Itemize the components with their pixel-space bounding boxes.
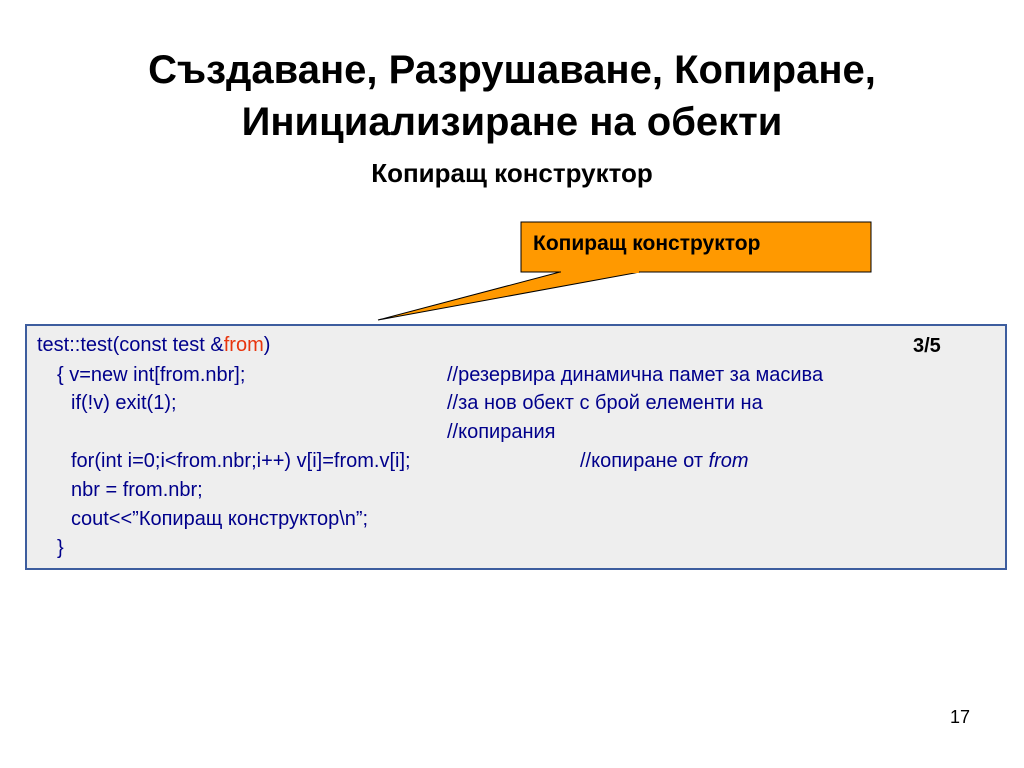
slide-subtitle: Копиращ конструктор	[371, 158, 653, 188]
code-comment-4	[580, 448, 749, 474]
code-signature-line	[37, 332, 270, 358]
code-line-4: for(int i=0;i<from.nbr;i++) v[i]=from.v[i];	[71, 450, 411, 472]
page-number: 17	[949, 707, 970, 727]
code-signature-param: from	[223, 334, 264, 356]
code-comment-1: //резервира динамична памет за масива	[447, 364, 824, 386]
code-comment-3: //копирания	[447, 421, 556, 443]
code-signature-suffix: )	[263, 334, 271, 356]
code-line-6: cout<<”Копиращ конструктор\n”;	[71, 508, 369, 530]
code-comment-4-italic: from	[708, 450, 749, 472]
code-line-7: }	[57, 537, 64, 559]
code-comment-2: //за нов обект с брой елементи на	[447, 392, 763, 414]
code-line-5: nbr = from.nbr;	[71, 479, 203, 501]
code-line-1: { v=new int[from.nbr];	[57, 364, 246, 386]
code-comment-4-text: //копиране от	[580, 450, 709, 472]
code-line-2: if(!v) exit(1);	[71, 392, 177, 414]
part-counter: 3/5	[913, 335, 941, 357]
slide-title-line-2: Инициализиране на обекти	[241, 100, 783, 144]
callout-pointer	[378, 272, 640, 320]
code-block	[25, 324, 1007, 570]
code-signature-prefix: test::test(const test &	[37, 334, 224, 356]
callout-label: Копиращ конструктор	[533, 232, 761, 255]
slide-title-line-1: Създаване, Разрушаване, Копиране,	[148, 48, 876, 92]
